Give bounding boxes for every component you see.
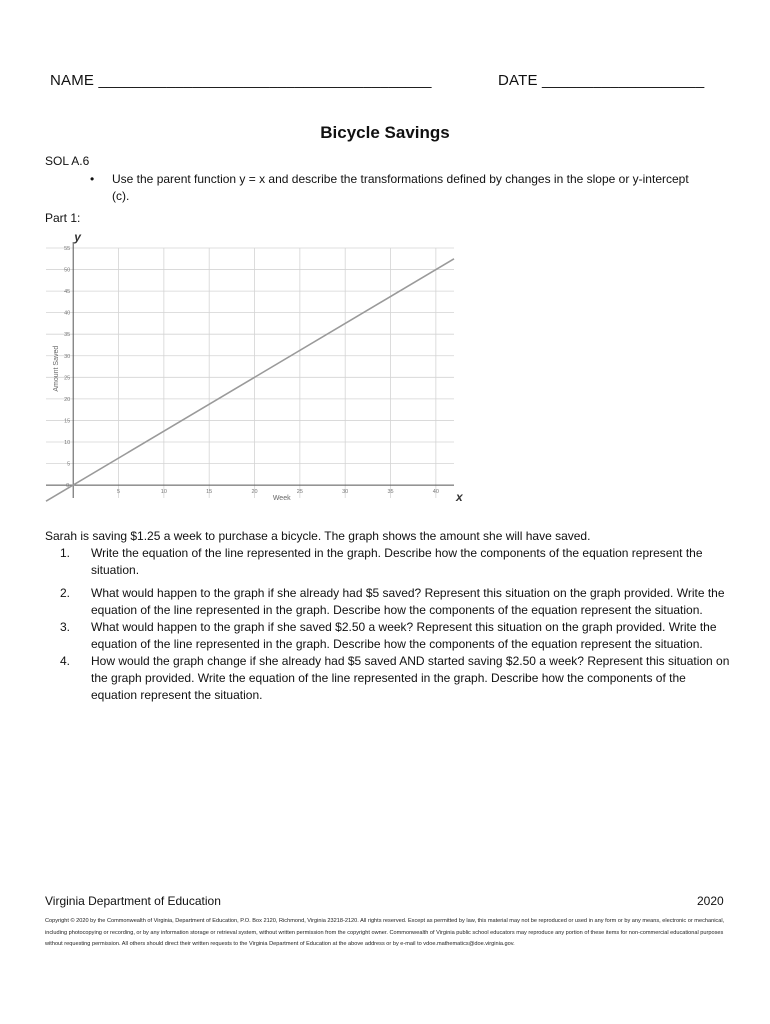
y-tick-label: 50 (64, 267, 71, 274)
question-item (60, 585, 730, 619)
x-tick-label: 40 (432, 489, 439, 496)
y-tick-label: 15 (64, 418, 71, 425)
question-text: What would happen to the graph if she saved $2.50 a week? Represent this situation on the graph provided. Write the equation of the line represented in the graph. Describe how the components of the equation represent the situation. (91, 620, 717, 651)
part-label: Part 1: (45, 211, 81, 225)
graph-grid (46, 248, 454, 498)
objective-text: Use the parent function y = x and describe the transformations defined by changes in the slope or y-intercept (c). (112, 172, 689, 203)
savings-line (46, 259, 454, 501)
question-item (60, 653, 730, 704)
y-tick-label: 55 (64, 246, 71, 252)
page-title: Bicycle Savings (320, 123, 450, 142)
name-field-line: NAME _______________________________________ (50, 72, 432, 89)
question-text: How would the graph change if she already had $5 saved AND started saving $2.50 a week? Represent this situation on the graph provided. Write the equation of the line represented in the graph. Describe how the components of the equation represent the situation. (91, 654, 730, 702)
x-tick-label: 15 (206, 489, 213, 496)
x-tick-label: 35 (387, 489, 394, 496)
y-tick-label: 30 (64, 353, 71, 360)
savings-graph (36, 230, 468, 510)
date-field-line: DATE ___________________ (498, 72, 705, 89)
question-list (60, 545, 730, 704)
y-tick-label: 10 (64, 439, 71, 446)
x-tick-label: 10 (160, 489, 167, 496)
graph-axes (46, 242, 454, 498)
y-axis-symbol: y (74, 230, 81, 244)
y-tick-label: 45 (64, 289, 71, 296)
question-number: 3. (60, 620, 71, 634)
objective-bullet-item (90, 171, 690, 205)
question-number: 4. (60, 654, 71, 668)
question-text: What would happen to the graph if she already had $5 saved? Represent this situation on the graph provided. Write the equation of the line represented in the graph. Describe how the components of the equation represent the situation. (91, 586, 725, 617)
problem-intro: Sarah is saving $1.25 a week to purchase a bicycle. The graph shows the amount she will have saved. (45, 529, 591, 543)
x-tick-label: 5 (117, 489, 121, 496)
y-tick-label: 40 (64, 310, 71, 317)
copyright-notice: Copyright © 2020 by the Commonwealth of Virginia, Department of Education, P.O. Box 2120, Richmond, Virginia 23218-2120. All rights reserved. Except as permitted by law, this material may not be reproduced or used in any form or by any means, electronic or mechanical, including photocopying or recording, or by any information storage or retrieval system, without written permission from the copyright owner. Commonwealth of Virginia public school educators may reproduce any portion of these items for non-commercial educational purposes without requesting permission. All others should direct their written requests to the Virginia Department of Education at the above address or by e-mail to vdoe.mathematics@doe.virginia.gov. (45, 918, 725, 947)
question-text: Write the equation of the line represented in the graph. Describe how the components of the equation represent the situation. (91, 546, 703, 577)
bullet-icon: • (90, 172, 95, 186)
x-tick-label: 20 (251, 489, 258, 496)
y-tick-label: 35 (64, 332, 71, 339)
x-tick-label: 25 (296, 489, 303, 496)
y-axis-label: Amount Saved (53, 345, 61, 392)
question-item (60, 545, 730, 579)
footer-year: 2020 (697, 894, 724, 908)
y-tick-label: 20 (64, 396, 71, 403)
y-tick-label: 5 (67, 461, 71, 468)
sol-label: SOL A.6 (45, 154, 90, 168)
x-axis-symbol: x (456, 490, 463, 505)
origin-label: 0 (66, 483, 70, 490)
question-item (60, 619, 730, 653)
x-tick-label: 30 (342, 489, 349, 496)
question-number: 2. (60, 586, 71, 600)
y-tick-label: 25 (64, 375, 71, 382)
x-axis-label: Week (272, 495, 291, 503)
question-number: 1. (60, 546, 71, 560)
footer-organization: Virginia Department of Education (45, 894, 221, 908)
